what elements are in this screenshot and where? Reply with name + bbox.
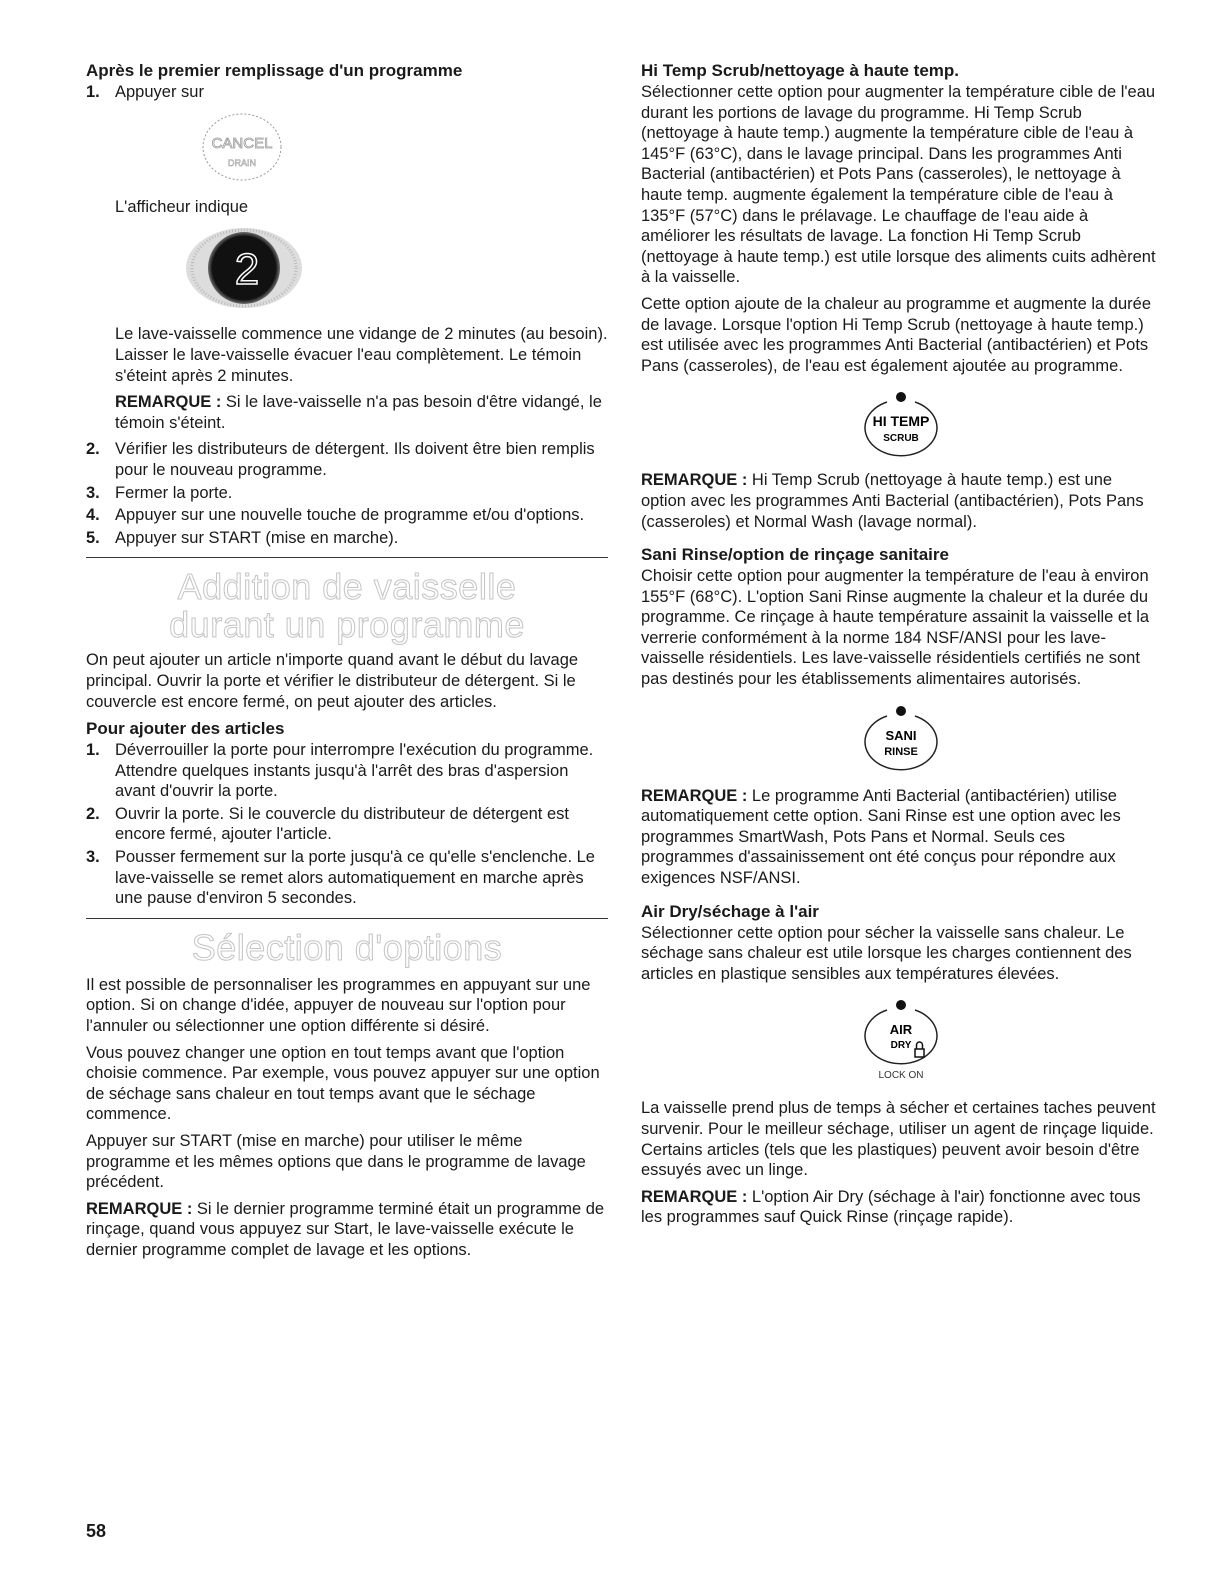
add-dishes-paragraph: On peut ajouter un article n'importe quand avant le début du lavage principal. Ouvrir la porte et vérifier le distributeur de détergent. Si le couvercle est encore fermé, on peut ajouter des articles. — [86, 651, 579, 711]
step-number: 2. — [86, 440, 100, 459]
note-drain — [115, 392, 608, 433]
step-text: Appuyer sur — [115, 83, 204, 101]
note-label: REMARQUE : — [641, 786, 748, 805]
cancel-label: CANCEL — [211, 134, 273, 152]
hi-temp-label: HI TEMP — [872, 413, 930, 430]
list-item — [86, 483, 608, 504]
sani-rinse-paragraph: Choisir cette option pour augmenter la température de l'eau à environ 155°F (68°C). L'option Sani Rinse augmente la chaleur et la durée du programme. Ce rinçage à haute température assainit la vaisselle et la verrerie conformément à la norme 184 NSF/ANSI pour les lave-vaisselle résidentiels. Les lave-vaisselle résidentiels certifiés ne sont pas destinés pour les établissements alimentaires autorisés. — [641, 567, 1150, 689]
drain-label: DRAIN — [227, 157, 257, 168]
hi-temp-paragraph-2: Cette option ajoute de la chaleur au programme et augmente la durée de lavage. Lorsque l'option Hi Temp Scrub (nettoyage à haute temp.) est utilisée avec les programmes Anti Bacterial (antibactérien) et Pots Pans (casseroles), de l'eau est également ajoutée au programme. — [641, 294, 1151, 375]
lock-icon — [915, 1049, 924, 1057]
step-number: 1. — [86, 741, 100, 760]
display-digit: 2 — [234, 244, 260, 294]
note-rinse — [86, 1199, 608, 1261]
sani-rinse-icon-wrap — [641, 704, 1161, 772]
hi-temp-icon-wrap — [641, 390, 1161, 458]
list-item — [86, 505, 608, 526]
list-item — [86, 740, 608, 802]
step-text: Fermer la porte. — [115, 483, 233, 502]
display-icon — [115, 224, 315, 314]
page-number: 58 — [86, 1521, 107, 1541]
note-label: REMARQUE : — [115, 393, 222, 412]
step-text: Pousser fermement sur la porte jusqu'à ce qu'elle s'enclenche. Le lave-vaisselle se remet alors automatiquement en marche après une pause d'environ 5 secondes. — [115, 848, 595, 908]
sani-label: SANI — [885, 727, 917, 743]
cancel-drain-icon-wrap — [86, 111, 608, 193]
list-item — [86, 847, 608, 909]
air-dry-icon — [846, 998, 956, 1084]
note-hi-temp — [641, 470, 1161, 532]
section-divider — [86, 557, 608, 558]
heading-air-dry: Air Dry/séchage à l'air — [641, 901, 819, 921]
heading-after-first-fill: Après le premier remplissage d'un programme — [86, 61, 463, 80]
list-item — [86, 439, 608, 480]
step-text: Appuyer sur une nouvelle touche de programme et/ou d'options. — [115, 506, 585, 525]
heading-sani-rinse: Sani Rinse/option de rinçage sanitaire — [641, 545, 949, 565]
step-text: Vérifier les distributeurs de détergent. Ils doivent être bien remplis pour le nouveau programme. — [115, 440, 595, 479]
note-text: Si le dernier programme terminé était un programme de rinçage, quand vous appuyez sur Start, le lave-vaisselle exécute le dernier programme complet de lavage et les options. — [86, 1199, 605, 1259]
sani-rinse-icon — [851, 704, 951, 772]
rinse-label: RINSE — [884, 745, 918, 758]
step-list-1 — [86, 82, 608, 103]
display-indicates-text: L'afficheur indique — [115, 198, 249, 217]
options-paragraph-1: Il est possible de personnaliser les programmes en appuyant sur une option. Si on change d'idée, appuyer de nouveau sur l'option pour l'annuler ou sélectionner une option différente si désiré. — [86, 975, 591, 1036]
air-dry-paragraph: Sélectionner cette option pour sécher la vaisselle sans chaleur. Le séchage sans chaleur est utile lorsque les charges contiennent des articles en plastique sensibles aux températures élevées. — [641, 923, 1132, 983]
options-paragraph-3: Appuyer sur START (mise en marche) pour utiliser le même programme et les mêmes options que dans le programme de lavage précédent. — [86, 1132, 586, 1192]
step-text: Ouvrir la porte. Si le couvercle du distributeur de détergent est encore fermé, ajouter l'article. — [115, 804, 569, 844]
right-column — [641, 60, 1161, 1234]
dry-label: DRY — [890, 1040, 912, 1052]
heading-hi-temp-scrub: Hi Temp Scrub/nettoyage à haute temp. — [641, 61, 960, 80]
list-item — [86, 82, 608, 103]
step-list-3 — [86, 740, 608, 909]
note-label: REMARQUE : — [641, 1187, 748, 1206]
list-item — [86, 804, 608, 845]
hi-temp-paragraph-1: Sélectionner cette option pour augmenter la température cible de l'eau durant les portions de lavage du programme. Hi Temp Scrub (nettoyage à haute temp.) augmente la température cible de l'eau à 145°F (63°C), dans le lavage principal. Dans les programmes Anti Bacterial (antibactérien) et Pots Pans (casseroles), le nettoyage à haute temp. augmente également la température cible de l'eau à 135°F (57°C) dans le prélavage. Le chauffage de l'eau aide à améliorer les résultats de lavage. La fonction Hi Temp Scrub (nettoyage à haute temp.) est utile lorsque des aliments cuits adhèrent à la vaisselle. — [641, 83, 1156, 287]
step-number: 3. — [86, 848, 100, 867]
step-number: 2. — [86, 804, 100, 823]
note-text: L'option Air Dry (séchage à l'air) fonctionne avec tous les programmes sauf Quick Rinse (rinçage rapide). — [641, 1187, 1141, 1227]
scrub-label: SCRUB — [883, 433, 919, 445]
cancel-drain-icon — [115, 111, 315, 187]
note-label: REMARQUE : — [86, 1199, 193, 1218]
title-line: Addition de vaisselle — [177, 566, 517, 608]
step-number: 3. — [86, 483, 100, 502]
list-item — [86, 528, 608, 549]
options-paragraph-2: Vous pouvez changer une option en tout temps avant que l'option choisie commence. Par exemple, vous pouvez appuyer sur une option de séchage sans chaleur en tout temps avant que le séchage commence. — [86, 1043, 600, 1124]
section-divider — [86, 918, 608, 919]
left-column — [86, 60, 608, 1267]
step-list-2 — [86, 439, 608, 548]
step-number: 1. — [86, 83, 100, 101]
step-number: 5. — [86, 528, 100, 547]
note-text: Hi Temp Scrub (nettoyage à haute temp.) est une option avec les programmes Anti Bacterial (antibactérien), Pots Pans (casseroles) et Normal Wash (lavage normal). — [641, 471, 1144, 531]
note-text: Si le lave-vaisselle n'a pas besoin d'être vidangé, le témoin s'éteint. — [115, 393, 602, 432]
step-text: Appuyer sur START (mise en marche). — [115, 528, 399, 547]
step-text: Déverrouiller la porte pour interrompre l'exécution du programme. Attendre quelques instants jusqu'à l'arrêt des bras d'aspersion avant d'ouvrir la porte. — [115, 741, 594, 801]
hi-temp-scrub-icon — [851, 390, 951, 458]
display-icon-wrap — [86, 224, 608, 320]
section-title-add-dishes — [86, 568, 608, 644]
air-dry-icon-wrap — [641, 998, 1161, 1084]
note-text: Le programme Anti Bacterial (antibactérien) utilise automatiquement cette option. Sani Rinse est une option avec les programmes SmartWash, Pots Pans et Normal. Seuls ces programmes d'assainissement ont été conçus pour répondre aux exigences NSF/ANSI. — [641, 786, 1121, 888]
title-line: durant un programme — [169, 604, 525, 646]
lock-on-caption: LOCK ON — [878, 1070, 924, 1082]
step-number: 4. — [86, 506, 100, 525]
heading-add-articles: Pour ajouter des articles — [86, 719, 285, 739]
section-title-options: Sélection d'options — [191, 926, 503, 968]
note-sani-rinse — [641, 786, 1161, 889]
drain-description: Le lave-vaisselle commence une vidange de 2 minutes (au besoin). Laisser le lave-vaisselle évacuer l'eau complètement. Le témoin s'éteint après 2 minutes. — [115, 325, 608, 385]
air-dry-paragraph-2: La vaisselle prend plus de temps à sécher et certaines taches peuvent survenir. Pour le meilleur séchage, utiliser un agent de rinçage liquide. Certains articles (tels que les plastiques) peuvent avoir besoin d'être essuyés avec un linge. — [641, 1099, 1156, 1180]
air-label: AIR — [889, 1022, 913, 1038]
note-label: REMARQUE : — [641, 471, 748, 490]
note-air-dry — [641, 1187, 1161, 1228]
